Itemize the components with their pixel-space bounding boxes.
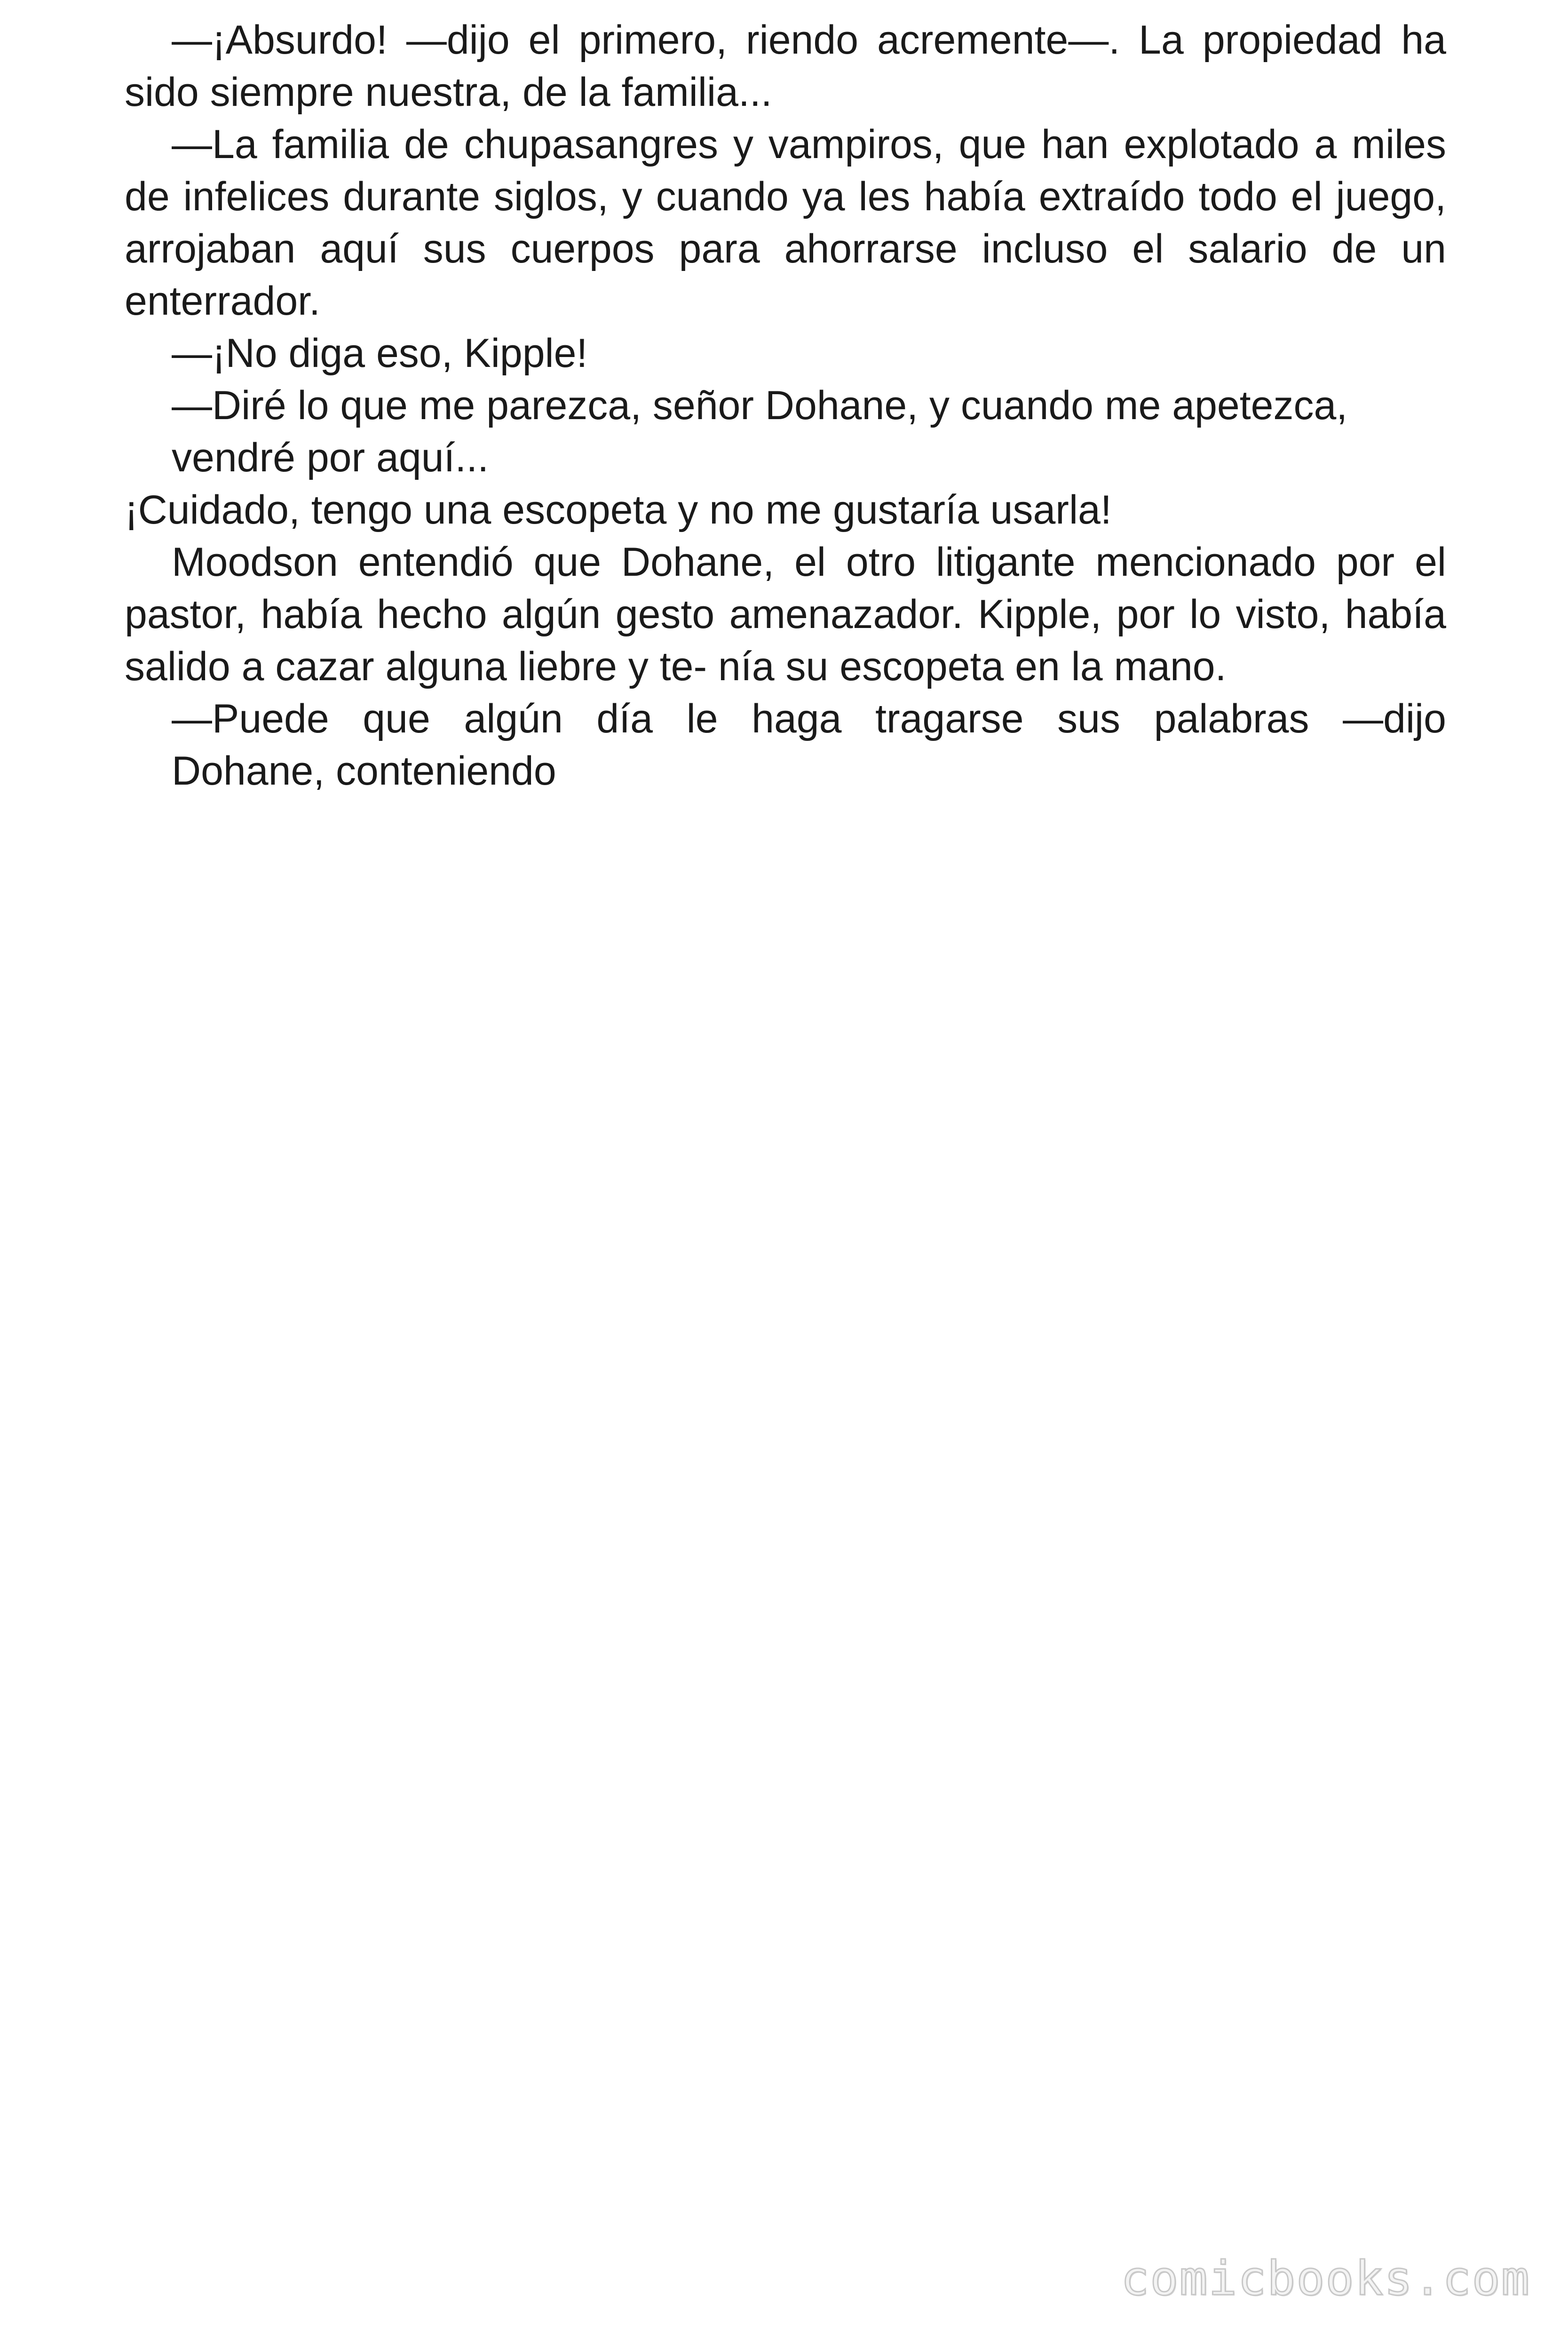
paragraph-6: ¡Cuidado, tengo una escopeta y no me gustaría usarla! [125,487,1112,532]
document-page [125,14,1446,797]
paragraph-9: Dohane, conteniendo [172,748,556,794]
paragraph-5: vendré por aquí... [172,435,489,480]
paragraph-2: —La familia de chupasangres y vampiros, que han explotado a miles de infelices durante siglos, y cuando ya les había extraído todo el juego, arrojaban aquí sus cuerpos para ahorrarse incluso el salario de un enterrador. [125,122,1446,324]
paragraph-1: —¡Absurdo! —dijo el primero, riendo acremente—. La propiedad ha sido siempre nuestra, de la familia... [125,17,1446,115]
paragraph-7: Moodson entendió que Dohane, el otro litigante mencionado por el pastor, había hecho algún gesto amenazador. Kipple, por lo visto, había salido a cazar alguna liebre y te- nía su escopeta en la mano. [125,540,1446,689]
paragraph-8: —Puede que algún día le haga tragarse sus palabras —dijo [172,696,1446,741]
paragraph-3: —¡No diga eso, Kipple! [172,331,588,376]
paragraph-4: —Diré lo que me parezca, señor Dohane, y cuando me apetezca, [172,383,1348,428]
watermark-logo: comicbooks.com [1121,2251,1530,2306]
